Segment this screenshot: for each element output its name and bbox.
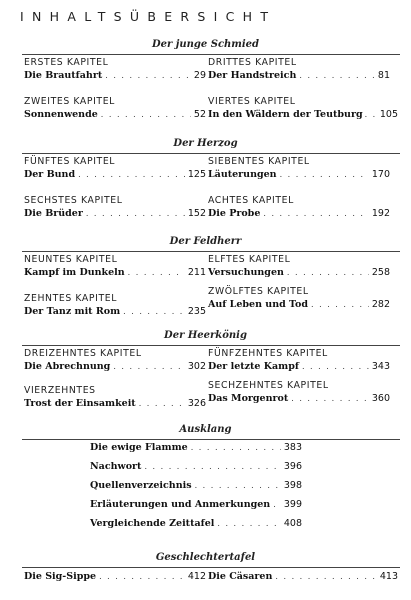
section-heading: Der Feldherr [169,236,242,247]
page-number: 258 [371,267,390,278]
chapter-title: Versuchungen [208,267,284,278]
toc-entry[interactable] [208,96,398,121]
chapter-number: ACHTES KAPITEL [208,195,294,206]
toc-line [24,570,206,583]
leader-dots [365,108,378,121]
section-heading: Geschlechtertafel [155,552,256,563]
chapter-title: Kampf im Dunkeln [24,267,125,278]
leader-dots [128,266,185,279]
page-number: 396 [283,461,302,472]
toc-entry[interactable] [90,441,302,454]
leader-dots [299,69,375,82]
leader-dots [86,207,185,220]
page-number: 282 [371,299,390,310]
toc-entry[interactable] [208,195,390,220]
chapter-title: Das Morgenrot [208,393,289,404]
page-number: 398 [283,480,302,491]
toc-entry[interactable] [90,479,302,492]
section-heading: Der Herzog [173,138,238,149]
section-divider [22,54,400,55]
toc-entry[interactable] [90,517,302,530]
toc-line [24,207,206,220]
leader-dots [311,298,369,311]
toc-entry[interactable] [208,348,390,373]
toc-line [24,397,206,410]
toc-entry[interactable] [208,286,390,311]
leader-dots [263,207,368,220]
toc-entry[interactable] [208,156,390,181]
chapter-title: Der letzte Kampf [208,361,299,372]
toc-entry[interactable] [208,380,390,405]
chapter-title: Der Tanz mit Rom [24,306,121,317]
chapter-number: SECHZEHNTES KAPITEL [208,380,329,391]
toc-entry[interactable] [208,57,390,82]
chapter-title: Der Bund [24,169,76,180]
leader-dots [139,397,185,410]
chapter-title: Der Handstreich [208,70,297,81]
toc-entry[interactable] [24,195,206,220]
leader-dots [105,69,191,82]
chapter-title: Die Probe [208,208,261,219]
page-number: 383 [283,442,302,453]
leader-dots [275,570,376,583]
leader-dots [217,517,281,530]
chapter-number: SECHSTES KAPITEL [24,195,123,206]
leader-dots [287,266,369,279]
chapter-title: Die Abrechnung [24,361,111,372]
page-number: 302 [187,361,206,372]
page-number: 235 [187,306,206,317]
chapter-number: ZWÖLFTES KAPITEL [208,286,309,297]
toc-entry[interactable] [24,348,206,373]
toc-entry[interactable] [24,254,206,279]
toc-entry[interactable] [208,570,398,583]
leader-dots [144,460,280,473]
page-number: 413 [379,571,398,582]
toc-entry[interactable] [90,460,302,473]
toc-line [90,479,302,492]
leader-dots [302,360,369,373]
leader-dots [291,392,369,405]
toc-entry[interactable] [24,156,206,181]
chapter-number: FÜNFZEHNTES KAPITEL [208,348,328,359]
chapter-title: Die ewige Flamme [90,442,188,453]
section-heading: Der junge Schmied [151,39,260,50]
toc-line [24,69,206,82]
toc-line [90,498,302,511]
leader-dots [101,108,191,121]
chapter-title: Vergleichende Zeittafel [90,518,215,529]
chapter-title: Sonnenwende [24,109,98,120]
toc-line [90,517,302,530]
chapter-title: Läuterungen [208,169,277,180]
chapter-title: In den Wäldern der Teutburg [208,109,363,120]
toc-entry[interactable] [24,293,206,318]
chapter-title: Die Sig-Sippe [24,571,97,582]
chapter-number: ERSTES KAPITEL [24,57,109,68]
page-number: 412 [187,571,206,582]
chapter-title: Die Cäsaren [208,571,273,582]
chapter-number: ELFTES KAPITEL [208,254,291,265]
leader-dots [113,360,185,373]
toc-line [208,266,390,279]
section-divider [22,439,400,440]
toc-entry[interactable] [90,498,302,511]
chapter-number: SIEBENTES KAPITEL [208,156,310,167]
chapter-title: Die Brüder [24,208,83,219]
chapter-title: Erläuterungen und Anmerkungen [90,499,271,510]
section-divider [22,251,400,252]
page-number: 81 [377,70,390,81]
page-title: INHALTSÜBERSICHT [20,9,277,24]
toc-line [208,168,390,181]
toc-line [24,168,206,181]
toc-line [24,360,206,373]
section-divider [22,153,400,154]
chapter-title: Trost der Einsamkeit [24,398,136,409]
leader-dots [78,168,185,181]
toc-line [24,305,206,318]
page-number: 125 [187,169,206,180]
toc-line [208,207,390,220]
page-number: 105 [379,109,398,120]
section-divider [22,567,400,568]
toc-line [90,441,302,454]
chapter-title: Quellenverzeichnis [90,480,192,491]
page-number: 52 [193,109,206,120]
page-number: 408 [283,518,302,529]
page-number: 343 [371,361,390,372]
chapter-title: Auf Leben und Tod [208,299,309,310]
chapter-title: Die Brautfahrt [24,70,103,81]
leader-dots [273,498,281,511]
toc-entry[interactable] [24,385,206,410]
toc-entry[interactable] [24,57,206,82]
page-number: 170 [371,169,390,180]
toc-line [208,360,390,373]
page-number: 192 [371,208,390,219]
chapter-number: VIERTES KAPITEL [208,96,296,107]
toc-line [24,108,206,121]
toc-line [208,69,390,82]
page-number: 29 [193,70,206,81]
leader-dots [280,168,369,181]
section-heading: Ausklang [179,424,232,435]
toc-line [208,392,390,405]
toc-line [208,108,398,121]
leader-dots [123,305,185,318]
toc-line [90,460,302,473]
toc-entry[interactable] [208,254,390,279]
chapter-number: NEUNTES KAPITEL [24,254,118,265]
page-number: 152 [187,208,206,219]
chapter-number: FÜNFTES KAPITEL [24,156,116,167]
page-number: 326 [187,398,206,409]
chapter-title: Nachwort [90,461,142,472]
leader-dots [191,441,281,454]
chapter-number: DRITTES KAPITEL [208,57,297,68]
page-number: 211 [187,267,206,278]
chapter-number: ZWEITES KAPITEL [24,96,115,107]
section-heading: Der Heerkönig [164,330,247,341]
leader-dots [99,570,185,583]
toc-line [24,266,206,279]
toc-entry[interactable] [24,570,206,583]
section-divider [22,345,400,346]
leader-dots [195,479,281,492]
toc-line [208,298,390,311]
page-number: 399 [283,499,302,510]
chapter-number: ZEHNTES KAPITEL [24,293,117,304]
chapter-number: DREIZEHNTES KAPITEL [24,348,142,359]
toc-line [208,570,398,583]
chapter-number: VIERZEHNTES [24,385,96,396]
toc-entry[interactable] [24,96,206,121]
page-number: 360 [371,393,390,404]
